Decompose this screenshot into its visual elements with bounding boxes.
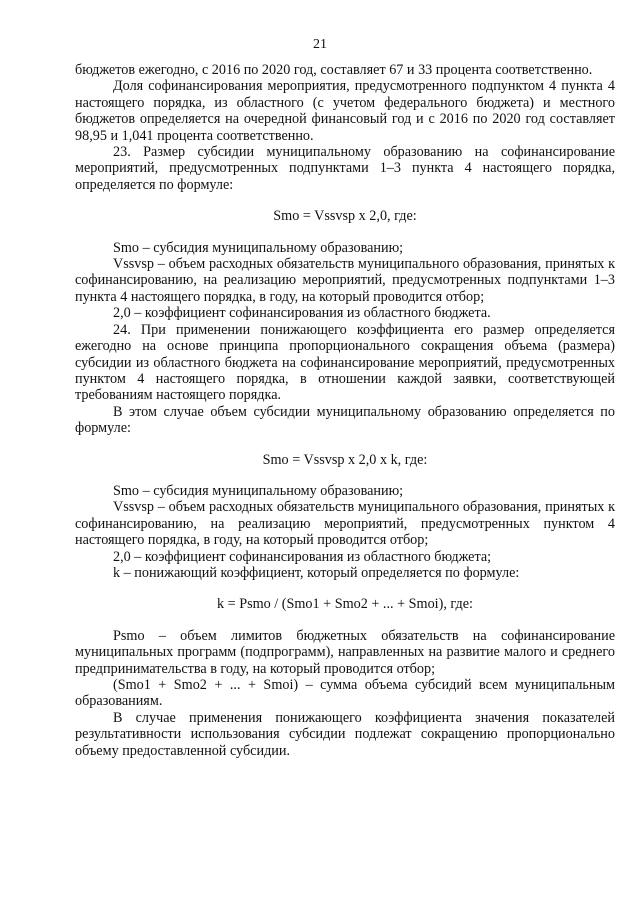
paragraph-subsidy-volume: В этом случае объем субсидии муниципальному образованию определяется по формуле:	[75, 403, 615, 437]
formula-smo-k: Smo = Vssvsp х 2,0 х k, где:	[262, 451, 428, 468]
definition-vssvsp: Vssvsp – объем расходных обязательств муниципального образования, принятых к софинансированию, на реализацию мероприятий, предусмотренных подпунктами 1–3 пункта 4 настоящего порядка, в году, на который проводится отбор;	[75, 256, 615, 305]
paragraph-item-24: 24. При применении понижающего коэффициента его размер определяется ежегодно на основе принципа пропорционального сокращения объема (размера) субсидии из областного бюджета на софинансирование мероприятий, предусмотренных пунктом 4 настоящего порядка, в отношении каждой заявки, соответствующей требованиям настоящего порядка.	[75, 321, 615, 404]
page-number: 21	[313, 37, 327, 52]
definition-sum-smo: (Smo1 + Smo2 + ... + Smoi) – сумма объема субсидий всем муниципальным образованиям.	[75, 677, 615, 710]
formula-k: k = Psmo / (Smo1 + Smo2 + ... + Smoi), где:	[217, 596, 473, 613]
definition-psmo: Psmo – объем лимитов бюджетных обязательств на софинансирование муниципальных программ (подпрограмм), направленных на развитие малого и среднего предпринимательства в году, на который проводится отбор;	[75, 627, 615, 677]
paragraph-cofinancing-share: Доля софинансирования мероприятия, предусмотренного подпунктом 4 пункта 4 настоящего порядка, из областного (с учетом федерального бюджета) и местного бюджетов определяется на очередной финансовый год и с 2016 по 2020 год составляет 98,95 и 1,041 процента соответственно.	[75, 78, 615, 144]
definition-vssvsp-2: Vssvsp – объем расходных обязательств муниципального образования, принятых к софинансированию, на реализацию мероприятий, предусмотренных пунктом 4 настоящего порядка, в году, на который проводится отбор;	[75, 499, 615, 549]
definition-smo: Smo – субсидия муниципальному образованию;	[113, 239, 404, 256]
definition-coefficient: 2,0 – коэффициент софинансирования из областного бюджета.	[113, 305, 491, 322]
paragraph-continuation: бюджетов ежегодно, с 2016 по 2020 год, составляет 67 и 33 процента соответственно.	[75, 62, 593, 78]
definition-smo-2: Smo – субсидия муниципальному образованию;	[113, 482, 404, 499]
document-body	[75, 62, 615, 759]
paragraph-performance-indicators: В случае применения понижающего коэффициента значения показателей результативности использования субсидии подлежат сокращению пропорционально объему предоставленной субсидии.	[75, 709, 615, 759]
paragraph-item-23: 23. Размер субсидии муниципальному образованию на софинансирование мероприятий, предусмотренных подпунктами 1–3 пункта 4 настоящего порядка, определяется по формуле:	[75, 144, 615, 193]
definition-k: k – понижающий коэффициент, который определяется по формуле:	[113, 564, 520, 581]
formula-smo: Smo = Vssvsp х 2,0, где:	[273, 208, 417, 225]
definition-coefficient-2: 2,0 – коэффициент софинансирования из областного бюджета;	[113, 548, 492, 565]
